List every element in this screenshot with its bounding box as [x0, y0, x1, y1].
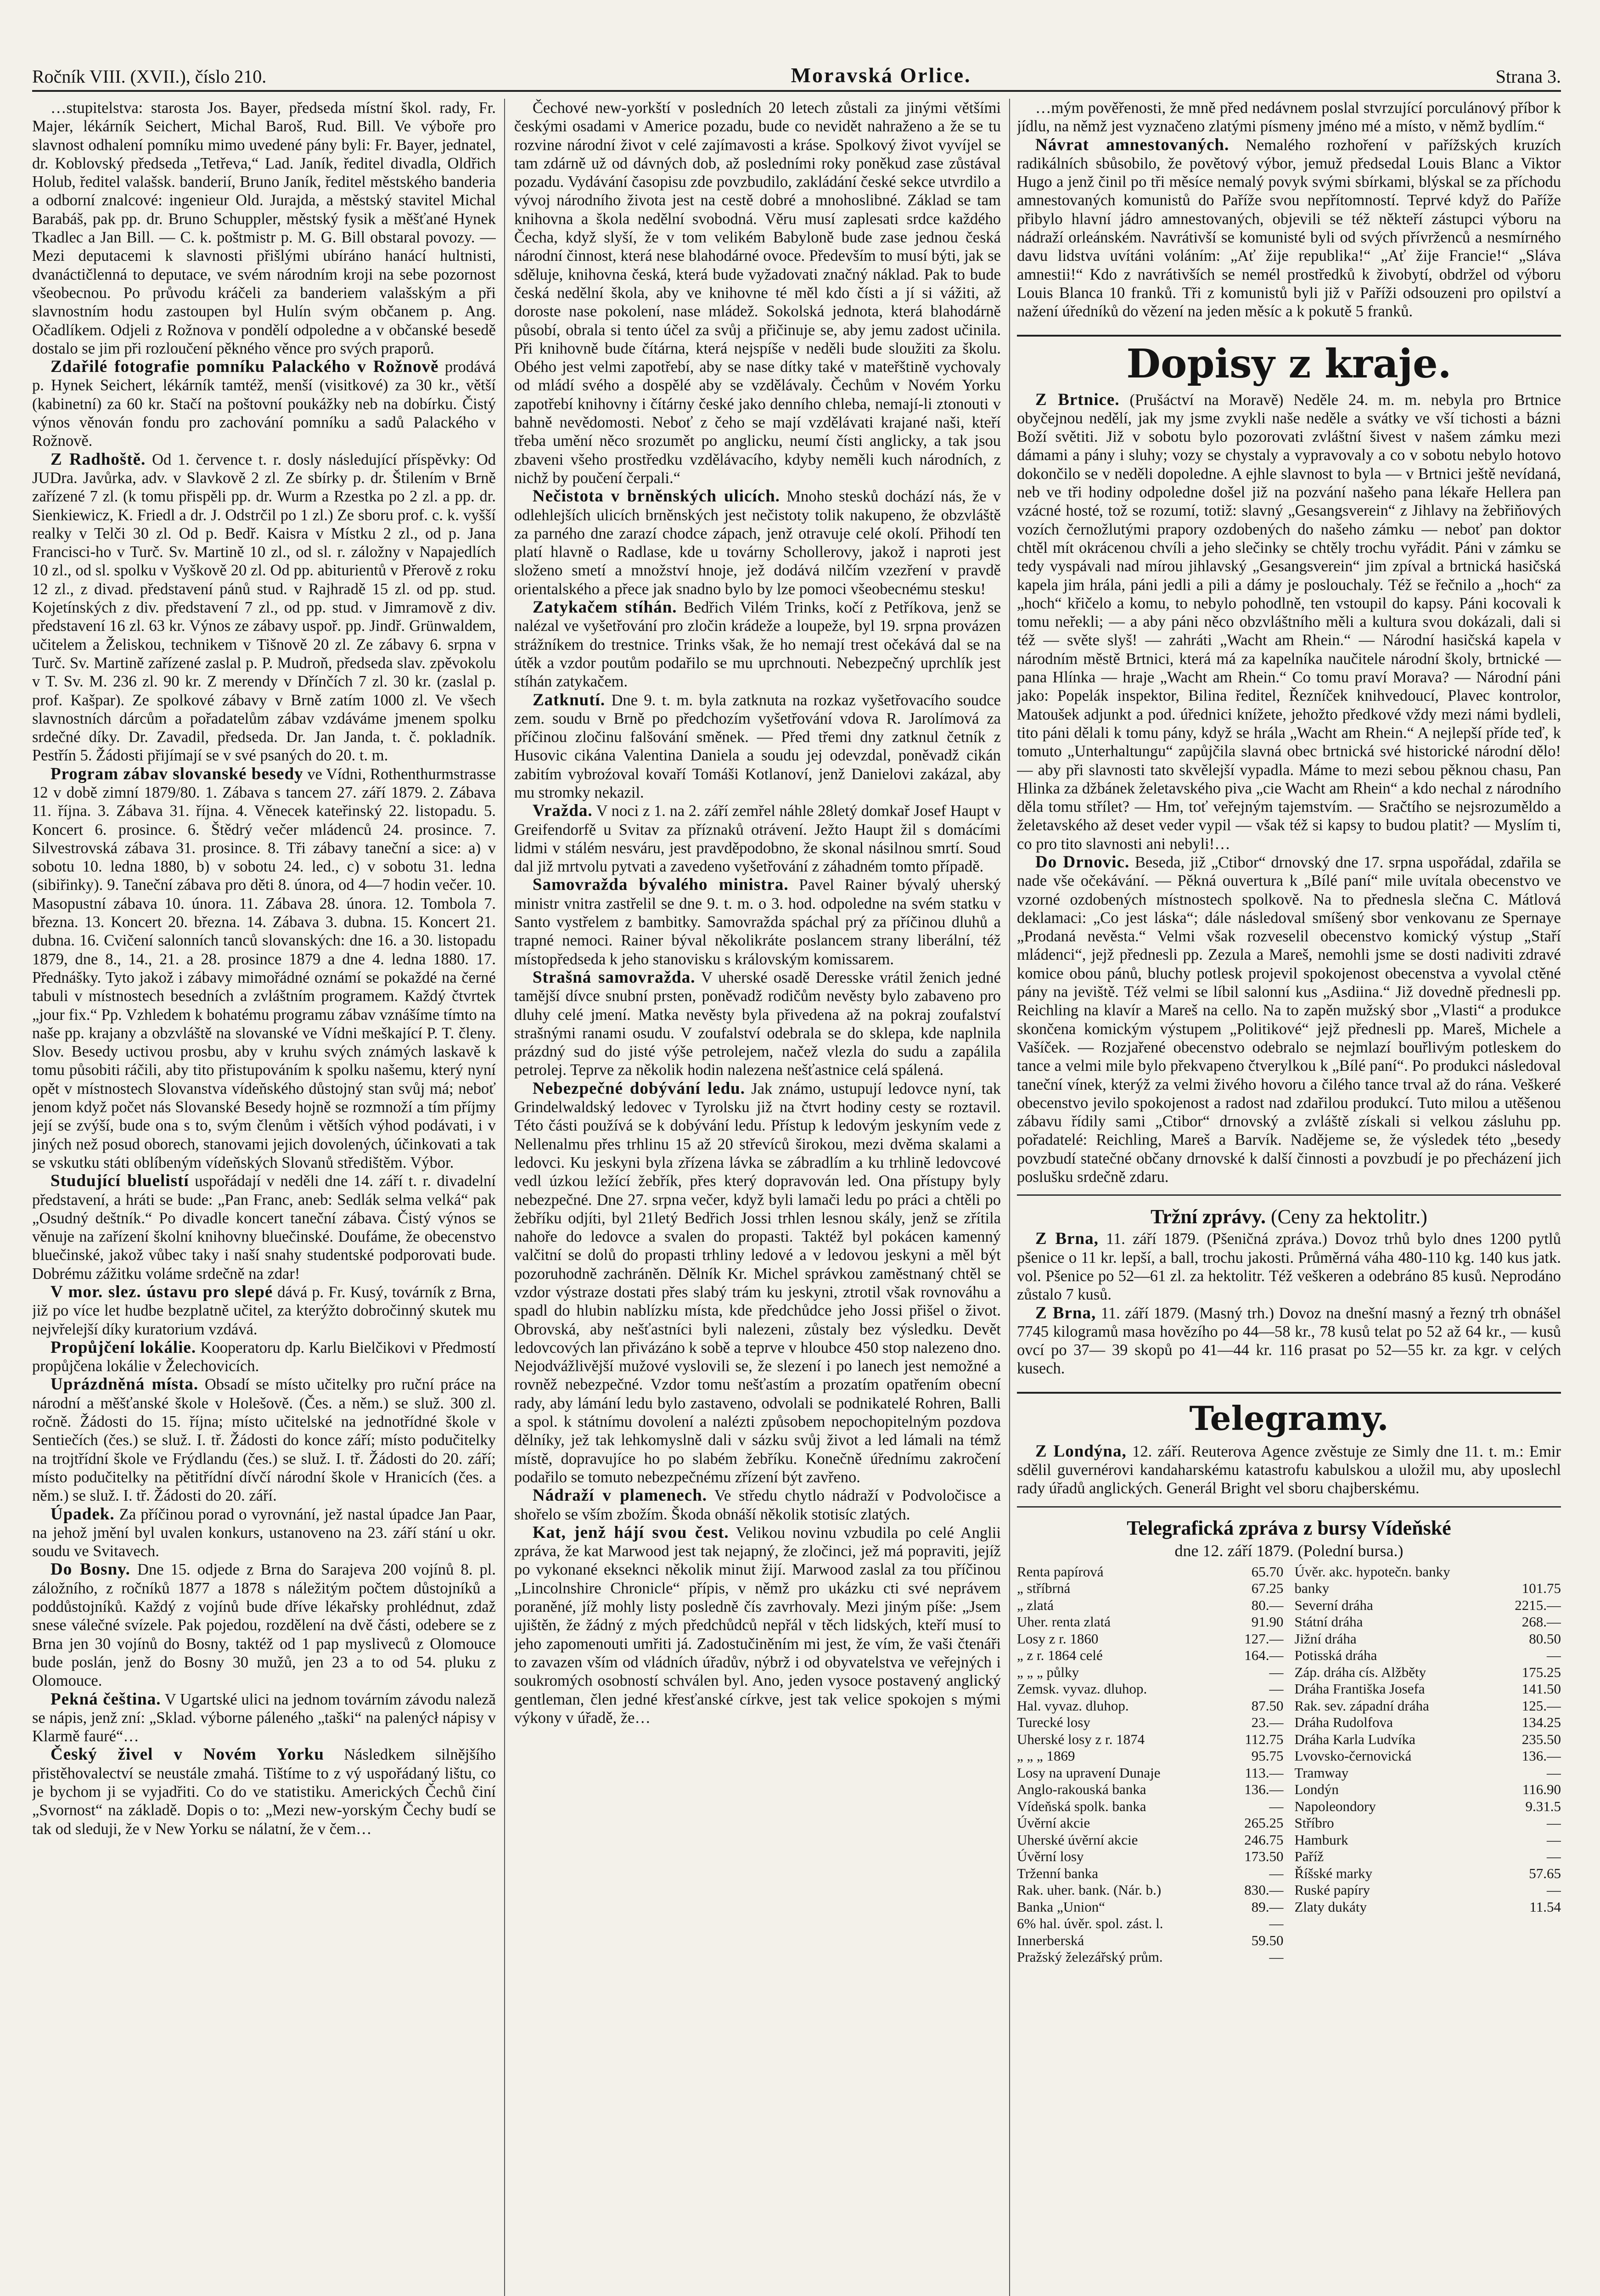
rate-row	[1017, 1580, 1284, 1597]
rate-value: 87.50	[1251, 1697, 1284, 1714]
article-text: 11. září 1879. (Pšeničná zpráva.) Dovoz trhů bylo dnes 1200 pytlů pšenice o 11 kr. lepší, a ball, trochu jakosti. Průměrná váha 480-110 kg. 140 kus jatk. vol. Pšenice po 52—61 zl. za hektolitr. Též veškeren a odebráno 85 kusů. Neprodáno zůstalo 7 kusů.	[1017, 1230, 1561, 1304]
rate-value: 125.—	[1521, 1697, 1561, 1714]
rate-name: Rak. sev. západní dráha	[1294, 1697, 1429, 1714]
article-heading: Z Brna,	[1035, 1229, 1099, 1249]
article-text: V uherské osadě Deresske vrátil ženich jedné tamější dívce snubní prsten, poněvadž rodičům nevěsty bylo zabaveno pro dluhy celé jmení. Matka nevěsty byla přivedena až na pokraj zoufalství strašnými ranami osudu. V zoufalství odebrala se do sklepa, kde naplnila prázdný sud do jisté výše petrolejem, načež vlezla do sudu a zapálila petrolej. Teprve za několik hodin nalezena nešťastnice celá spálená.	[514, 968, 1001, 1079]
rate-name: Dráha Františka Josefa	[1294, 1681, 1425, 1697]
rate-name: Innerberská	[1017, 1932, 1084, 1948]
rate-name: Tramway	[1294, 1764, 1349, 1781]
rate-row	[1295, 1564, 1561, 1581]
rate-row	[1295, 1580, 1561, 1597]
article-text: …stupitelstva: starosta Jos. Bayer, předseda místní škol. rady, Fr. Majer, lékárník Seichert, Michal Baroš, Rud. Bill. Ve výboře pro slavnost odhalení pomníku mimo uvedené pány byli: Fr. Bayer, jednatel, dr. Koblovský předseda „Tetřeva,“ Lad. Janík, ředitel divadla, Oldřich Holub, ředitel valašsk. banderií, Bruno Janík, ředitel městského banderia a odborní znalcové: ingenieur Old. Jurajda, a městský stavitel Michal Barabáš, pak pp. dr. Bruno Schuppler, městský fysik a měšťané Hynek Tkadlec a Jan Bill. — C. k. poštmistr p. M. G. Bill obstaral povozy. — Mezi deputacemi k slavnosti přišlými ubíráno hanácí hultnisti, dvanáctičlenná to deputace, ve svém národním kroji na sebe pozornost všeobecnou. Po průvodu kráčeli za banderiem valašským a při slavnostním hodu zastoupen byl Hulín svým občanem p. Ang. Očadlíkem. Odjeli z Rožnova v pondělí odpoledne a v občanské besedě dostalo se jim při rozloučení pěkného věnce pro svých praporů.	[32, 99, 496, 357]
article-text: Kooperatoru dp. Karlu Bielčikovi v Předmostí propůjčena lokálie v Želechovicích.	[32, 1339, 496, 1375]
rate-value: 65.70	[1251, 1563, 1284, 1580]
article	[32, 765, 496, 1172]
exchange-title: Telegrafická zpráva z bursy Vídeňské	[1127, 1516, 1451, 1539]
rate-name: Jižní dráha	[1294, 1630, 1357, 1647]
rate-name: Úvěrní akcie	[1017, 1815, 1090, 1831]
rate-value: —	[1269, 1798, 1284, 1814]
rate-name: Dráha Karla Ludvíka	[1294, 1731, 1415, 1747]
rate-name: banky	[1294, 1580, 1330, 1597]
article	[514, 99, 1001, 487]
rate-value: 113.—	[1245, 1764, 1284, 1781]
rate-row	[1295, 1664, 1561, 1681]
article-text: Za příčinou porad o vyrovnání, jež nastal úpadce Jan Paar, na jehož jmění byl uvalen konkurs, ustanoveno na 23. září stání u okr. soudu ve Svitavech.	[32, 1505, 496, 1560]
rate-value: —	[1269, 1681, 1284, 1697]
rate-value: 91.90	[1251, 1614, 1284, 1630]
rate-value: 59.50	[1251, 1932, 1284, 1948]
article-text: Obsadí se místo učitelky pro ruční práce na národní a měšťanské škole v Holešově. (Čes. a něm.) se služ. 300 zl. ročně. Žádosti do 15. října; místo učitelské na jednotřídné škole v Sentiečích (čes.) se služ. I. tř. Žádosti do konce září; místo podučitelky na trojtřídní škole ve Frýdlandu (čes.) se služ. I. tř. Žádosti do 20. září; místo podučitelky na pětitřídní dívčí národní škole v Hranicích (čes. a něm.) se služ. I. tř. Žádosti do 20. září.	[32, 1376, 496, 1505]
rate-row	[1017, 1698, 1284, 1715]
rate-name: „ „ „ půlky	[1017, 1664, 1079, 1680]
article	[32, 1560, 496, 1690]
article-heading: V mor. slez. ústavu pro slepé	[51, 1283, 273, 1301]
article	[32, 1690, 496, 1746]
article-heading: Návrat amnestovaných.	[1035, 135, 1229, 154]
rate-value: —	[1269, 1664, 1284, 1680]
rate-row	[1295, 1681, 1561, 1698]
rate-name: Pražský železářský prům.	[1017, 1949, 1163, 1965]
rate-value: —	[1547, 1815, 1561, 1831]
article-text: V noci z 1. na 2. září zemřel náhle 28letý domkař Josef Haupt v Greifendorfě u Svitav za příznaků otrávení. Ježto Haupt žil s domácími lidmi v stálém nesváru, jest pravděpodobno, že skonal násilnou smrtí. Soud dal již mrtvolu pytvati a zavedeno vyšetřování z záhadném tomto případě.	[514, 802, 1001, 876]
article-text: Ve středu chytlo nádraží v Podvoločisce a shořelo se vším zbožím. Škoda obnáší několik stotisíc zlatých.	[514, 1487, 1001, 1523]
rate-row	[1017, 1949, 1284, 1966]
rate-name: Banka „Union“	[1017, 1898, 1105, 1915]
rate-value: 23.—	[1251, 1714, 1284, 1731]
column-3-lead	[1017, 99, 1561, 321]
article	[1017, 136, 1561, 321]
article-text: Pavel Rainer bývalý uherský ministr vnitra zastřelil se dne 9. t. m. o 3. hod. odpoledne na svém statku v Santo vystřelem z bambitky. Samovražda spáchal prý za příčinou dluhů a trapné nemoci. Rainer býval několikráte poslancem strany liberální, též místopředseda k jeho stanovisku s královským komissarem.	[514, 876, 1001, 968]
divider	[1017, 1506, 1561, 1508]
article-text: Následkem silnějšího přistěhovalectví se neustále zmahá. Tištíme to z vý uspořádaný lištu, co je bychom ji se vyjadřiti. Co do ve statistiku. Amerických Čechů činí „Svornost“ na základě. Dopis o to: „Mezi new-yorským Čechy budí se tak od sleduji, že v New Yorku se nálatní, že v čem…	[32, 1746, 496, 1838]
rates-right	[1295, 1564, 1561, 1966]
rate-value: 112.75	[1245, 1731, 1284, 1747]
market-title: Tržní zprávy.	[1151, 1205, 1266, 1228]
rate-row	[1295, 1865, 1561, 1882]
rate-row	[1295, 1899, 1561, 1916]
article-text: Jak známo, ustupují ledovce nyní, tak Grindelwaldský ledovec v Tyrolsku již na čtvrt hodiny cesty se roztavil. Této části používá se k dobývání ledu. Přístup k ledovým jeskyním vede z Nellenalmu přes trhlinu 15 až 20 střevíců širokou, mezi dvěma skalami a ledovci. Ku jeskyni byla zřízena lávka se zábradlím a ku trhlině ledovcové vedl úzkou ležící žebřík, přes který dopravován led. Ona přístupy byly nebezpečné. Dne 27. srpna večer, když byli lamači ledu po práci a chtěli po žebříku odjíti, byl 21letý Bedřich Jossi trhlen lesnou skály, jenž se zřítila nahoře do ledovce a svalen do propasti. Taktéž byl pokácen kamenný valčitní se dolů do propasti trhliny ledové a v ledovou jeskyni a měl být pozoruhodně zachráněn. Dělník Kr. Michel správkou zaměstnaný chtěl se vzdor výstraze dostati přes slabý trám ku jeskyni, ztrotil však rovnováhu a spadl do hlubin nablízku místa, kde předchůdce jeho Jossi přišel o život. Obrovská, aby nešťastníci byli nalezeni, zůstaly bez výsledku. Devět ledovcových lan přivázáno k sobě a teprve v hloubce 450 stop nalezeno dno. Nejodvážlivější mužové vyslovili se, že slezení i po lanech jest nemožné a rovněž nebezpečné. Vzdor tomu nešťastím a prozatím opatřením obecní rady, aby lámání ledu bylo zastaveno, odvolali se podnikatelé Rohren, Balli a spol. k státnímu dovolení a nalézti způsobem nepochopitelným pozdova dělníky, jež tak lehkomyslně dali v sázku svůj život a led lámali na témž místě, dopravujíce ho po slabém žebříku. Konečně úřednímu zakročení podařilo se tomuto nebezpečnému zřízení být zavřeno.	[514, 1080, 1001, 1486]
column-2	[514, 99, 1001, 2296]
rate-name: Stříbro	[1294, 1815, 1334, 1831]
rate-name: „ zlatá	[1017, 1597, 1054, 1613]
rate-name: Hal. vyvaz. dluhop.	[1017, 1697, 1129, 1714]
article-heading: Český živel v Novém Yorku	[51, 1745, 324, 1764]
rate-row	[1295, 1731, 1561, 1748]
rate-value: 265.25	[1244, 1815, 1284, 1831]
rate-row	[1017, 1798, 1284, 1815]
rate-row	[1295, 1798, 1561, 1815]
rate-name: Uherské losy z r. 1874	[1017, 1731, 1145, 1747]
page-number: Strana 3.	[1495, 66, 1561, 87]
article-heading: Studující bluelistí	[51, 1171, 189, 1191]
rate-value: —	[1269, 1949, 1284, 1965]
article-text: V Ugartské ulici na jednom továrním závodu naleză se nápis, jenž zní: „Sklad. výborne páleného „taški“ na palenýcł nápisy v Klarmě fauré“…	[32, 1690, 496, 1745]
article-text: 12. září. Reuterova Agence zvěstuje ze Simly dne 11. t. m.: Emir sdělil guvernérovi kandaharskému katastrofu kabulskou a uložil mu, aby uposlechl rady úřadů anglických. Generál Bright vel sboru chajberskému.	[1017, 1442, 1561, 1497]
rate-name: Hamburk	[1294, 1831, 1348, 1848]
rate-row	[1295, 1614, 1561, 1631]
rate-name: Zemsk. vyvaz. dluhop.	[1017, 1681, 1147, 1697]
rate-value: 57.65	[1529, 1865, 1561, 1881]
rate-value: 116.90	[1522, 1781, 1561, 1798]
rate-name: Uherské úvěrní akcie	[1017, 1831, 1138, 1848]
rate-row	[1017, 1765, 1284, 1782]
article-text: prodává p. Hynek Seichert, lékárník tamtéž, menší (visitkové) za 30 kr., větší (kabinetní) za 60 kr. Stačí na poštovní poukážky neb na dobírku. Čistý výnos věnován fondu pro zachování pomníku a sadů Palackého v Rožnově.	[32, 358, 496, 450]
rate-value: —	[1547, 1882, 1561, 1898]
article-heading: Úpadek.	[51, 1504, 115, 1524]
article	[514, 598, 1001, 691]
rate-name: Úvěrní losy	[1017, 1848, 1084, 1865]
rate-name: Úvěr. akc. hypotečn. banky	[1294, 1563, 1450, 1580]
rate-row	[1295, 1765, 1561, 1782]
article	[1017, 853, 1561, 1186]
rate-value: 268.—	[1521, 1614, 1561, 1630]
rate-row	[1295, 1848, 1561, 1865]
rate-row	[1017, 1915, 1284, 1932]
rate-name: Renta papírová	[1017, 1563, 1104, 1580]
article	[32, 358, 496, 450]
rate-row	[1017, 1815, 1284, 1832]
article-heading: Do Drnovic.	[1035, 852, 1130, 872]
article	[1017, 1230, 1561, 1304]
rate-name: Státní dráha	[1294, 1614, 1363, 1630]
rate-name: „ z r. 1864 celé	[1017, 1647, 1103, 1664]
rates-right-list	[1295, 1580, 1561, 1915]
article-heading: Vražda.	[533, 801, 593, 821]
article	[514, 487, 1001, 598]
rate-value: 89.—	[1251, 1898, 1284, 1915]
article	[32, 1339, 496, 1376]
rate-row	[1017, 1848, 1284, 1865]
article	[514, 802, 1001, 876]
article-heading: Z Londýna,	[1035, 1441, 1127, 1461]
rate-value: 141.50	[1521, 1681, 1561, 1697]
article-heading: Nebezpečné dobývání ledu.	[533, 1079, 745, 1098]
column-3	[1017, 99, 1561, 2296]
exchange-subtitle: dne 12. září 1879. (Polední bursa.)	[1174, 1541, 1404, 1560]
rate-row	[1295, 1832, 1561, 1849]
rate-name: Lvovsko-černovická	[1294, 1748, 1412, 1764]
article-heading: Do Bosny.	[51, 1560, 130, 1579]
rate-row	[1017, 1681, 1284, 1698]
article-text: (Prušáctví na Moravě) Neděle 24. m. m. nebyla pro Brtnice obyčejnou nedělí, jak my jsme zvykli naše neděle a svátky ve vší tichosti a bázni Boží světiti. Již v sobotu bylo pozorovati zvláštní šivest v našem zámku mezi dámami a pány i sluhy; vozy se chystaly a vypravovaly a co v sobotu nebylo hotovo dokončilo se v neděli dopoledne. A ejhle slavnost to byla — v Brtnici ještě nevídaná, neb ve tři hodiny odpoledne došel již na pozvání našeho pana lékaře Hellera pan vzácné hosté, tož se rozumí, totiž: slavný „Gesangsverein“ z Jihlavy na žebřiňových vozích černožlutými prapory ozdobených do našeho zámku — neboť pan doktor chtěl mít okrácenou chvíli a jeho slečinky se chtěly trochu vyřádit. Páni v zámku se tedy vyspávali nad mírou jihlavský „Gesangsverein“ jim zpíval a brtnická hasičská kapela jim hrála, páni jedli a pili a dámy je poslouchaly. Též se řečnilo a „hoch“ za „hoch“ křičelo a komu, to nebylo pohodlně, ten vstoupil do kapsy. Páni kocovali k tomu neřekli; — a aby páni něco obzvláštního měli a kultura svou dokázali, dali si též — světe slyš! — zahráti „Wacht am Rhein.“ — Národní hasičská kapela v národním městě Brtnici, která má za kapelníka naučitele národní školy, brtnické — pana Hlínka — hraje „Wacht am Rhein.“ Co tomu praví Morava? — Národní páni jako: Popelák inspektor, Bilina ředitel, Řezníček knihvedoucí, Plavec kontrolor, Matoušek adjunkt a pod. úřednici knížete, jehožto předkové vždy mezi námi bydleli, tito páni dělali k tomu pány, když se hrála „Wacht am Rhein.“ A nejlepší příde teď, k tomuto „Unterhaltungu“ zapůjčila slavná obec brtnická své historické národní dělo! — aby při slavnosti tato skvělejší vypadla. Máme to mezi sebou pěknou chasu, Pan Hlinka za džbánek želetavského piva „cie Wacht am Rhein“ a kdo nechal z národního děla tomu střílet? — Hm, toť veřejným tajemstvím. — Sračtího se nejsrozuměldo a želetavského až deset veder vypil — však též si kapsy to budou platit? — Myslím ti, co pro tito slavnosti ani nebyli!…	[1017, 391, 1561, 853]
article-heading: Program zábav slovanské besedy	[51, 764, 303, 783]
article-heading: Z Radhoště.	[51, 450, 146, 469]
rate-name: „ „ „ 1869	[1017, 1748, 1075, 1764]
rate-value: —	[1547, 1848, 1561, 1865]
rate-row	[1295, 1882, 1561, 1899]
rate-value: —	[1269, 1865, 1284, 1881]
article-text: 11. září 1879. (Masný trh.) Dovoz na dnešní masný a řezný trh obnášel 7745 kilogramů masa hovězího po 44—58 kr., 78 kusů telat po 52 až 64 kr., — kusů ovcí po 37— 39 skopů po 41—44 kr. 116 prasat po 52—55 kr. za kgr. v celých kusech.	[1017, 1304, 1561, 1378]
rate-value: 246.75	[1244, 1831, 1284, 1848]
rate-row	[1295, 1781, 1561, 1798]
rate-row	[1017, 1714, 1284, 1731]
article	[1017, 391, 1561, 853]
rate-name: Uher. renta zlatá	[1017, 1614, 1111, 1630]
article-heading: Z Brna,	[1035, 1303, 1096, 1322]
article-heading: Samovražda bývalého ministra.	[533, 875, 789, 895]
article-text: Velikou novinu vzbudila po celé Anglii zpráva, že kat Marwood jest tak nejapný, že zločinci, jež má popraviti, jejíž po vykonané ekseknci několik minut žijí. Marwood zaslal za tou příčinou „Lincolnshire Chronicle“ přípis, v němž pro ukázku cti své neprávem poraněné, jíž mohly listy posledně čís zavrhovaly. Mezi jiným píše: „Jsem ujištěn, že žádný z mých předchůdců nepřál v těch lidských, kteří musí to jeho zapomenouti umřiti já. Zadostučiněním mi jest, že vím, že vaši čtenáři to zavazen vším od vládních úřadův, nýbrž i od obyvatelstva ve veřejných i soukromých osobností schválen byl. Ano, jeden vysoce postavený anglický gentleman, člen jedné křesťanské církve, jest tak velice spokojen s mými výkony v úřadě, že…	[514, 1524, 1001, 1727]
rate-row	[1295, 1597, 1561, 1614]
rate-value: 173.50	[1244, 1848, 1284, 1865]
dopisy-articles	[1017, 391, 1561, 1187]
rate-value: 235.50	[1521, 1731, 1561, 1747]
article-heading: Uprázdněná místa.	[51, 1375, 199, 1394]
article	[32, 450, 496, 765]
page-header	[32, 60, 1561, 92]
rate-value: 9.31.5	[1525, 1798, 1561, 1814]
rate-value: —	[1547, 1831, 1561, 1848]
rate-row	[1295, 1714, 1561, 1731]
rate-name: Vídeňská spolk. banka	[1017, 1798, 1146, 1814]
article-text: ve Vídni, Rothenthurmstrasse 12 v době zimní 1879/80. 1. Zábava s tancem 27. září 1879. 2. Zábava 11. října. 3. Zábava 31. října. 4. Věnecek kateřinský 22. listopadu. 5. Koncert 6. prosince. 6. Štědrý večer mládenců 24. prosince. 7. Silvestrovská zábava 31. prosince. 8. Tři zábavy taneční a sice: a) v sobotu 10. ledna 1880, b) v sobotu 24. led., c) v sobotu 31. ledna (sibiřinky). 9. Taneční zábava pro děti 8. února, od 4—7 hodin večer. 10. Masopustní zábava 10. února. 11. Zábava 28. února. 12. Tombola 7. března. 13. Koncert 20. března. 14. Zábava 3. dubna. 15. Koncert 21. dubna. 16. Cvičení salonních tanců slovanských: dne 16. a 30. listopadu 1879, dne 8., 14., 21. a 28. prosince 1879 a dne 4. ledna 1880. 17. Přednášky. Tyto jakož i zábavy mimořádné oznámí se pokaždé na černé tabuli v místnostech besedních a zvláštním programem. Každý čtvrtek „jour fix.“ Pp. Vzhledem k bohatému programu zábav vznášíme tímto na naše pp. krajany a obzvláště na slovanské ve Vídni meškající P. T. členy. Slov. Besedy uctivou prosbu, aby v kruhu svých známých laskavě k tomu působiti ráčili, aby tito přistupováním k spolku našemu, který nyní opět v místnostech Slovanstva vídeňského důstojný stan svůj má; neboť jenom když počet nás Slovanské Besedy hojně se rozmnoží a tím příjmy její se zvýší, bude ona s to, svým členům i větších výhod podávati, i v jiných než posud oborech, stanovami jejich dovolených, účinkovati a tak se vskutku státi oblíbeným vídeňských Slovanů středištěm. Výbor.	[32, 765, 496, 1171]
rate-name: Losy na upravení Dunaje	[1017, 1764, 1161, 1781]
exchange-rates	[1017, 1564, 1561, 1966]
market-subtitle: (Ceny za hektolitr.)	[1271, 1205, 1427, 1228]
rate-row	[1017, 1731, 1284, 1748]
article-text: Dne 9. t. m. byla zatknuta na rozkaz vyšetřovacího soudce zem. soudu v Brně po předchozím vyšetřování vdova R. Jarolímová za příčinou zločinu falšování směnek. — Před třemi dny zatknul četník z Husovic cikána Valentina Daniela a soudu jej odevzdal, poněvadž cikán zabitím vybroźoval kovaří Tomáši Kotlanoví, jenž Danielovi zakázal, aby mu stromky nekazil.	[514, 691, 1001, 801]
rate-row	[1017, 1899, 1284, 1916]
rate-row	[1017, 1882, 1284, 1899]
rate-value: 164.—	[1244, 1647, 1284, 1664]
rate-name: Paříž	[1294, 1848, 1324, 1865]
article	[32, 1172, 496, 1283]
rate-value: 2215.—	[1515, 1597, 1561, 1613]
article-heading: Kat, jenž hájí svou čest.	[533, 1523, 729, 1542]
rate-value: 101.75	[1521, 1580, 1561, 1597]
article-heading: Nádraží v plamenech.	[533, 1486, 707, 1505]
rate-value: —	[1269, 1915, 1284, 1932]
rate-name: Rak. uher. bank. (Nár. b.)	[1017, 1882, 1162, 1898]
rate-name: Turecké losy	[1017, 1714, 1090, 1731]
article	[32, 1375, 496, 1505]
rate-value: 134.25	[1521, 1714, 1561, 1731]
rate-name: Říšské marky	[1294, 1865, 1373, 1881]
article-heading: Nečistota v brněnských ulicích.	[533, 487, 780, 506]
rate-value: —	[1547, 1764, 1561, 1781]
article-heading: Strašná samovražda.	[533, 968, 696, 987]
rate-name: Napoleondory	[1294, 1798, 1376, 1814]
article	[32, 1283, 496, 1339]
column-rule	[1009, 99, 1010, 2296]
article	[514, 1486, 1001, 1524]
rate-name: „ stříbrná	[1017, 1580, 1071, 1597]
rate-name: Londýn	[1294, 1781, 1339, 1798]
rate-row	[1017, 1664, 1284, 1681]
article	[514, 968, 1001, 1080]
divider	[1017, 1194, 1561, 1196]
article-text: Od 1. července t. r. dosly následující příspěvky: Od JUDra. Javůrka, adv. v Slavkově 2 zl. Ze sbírky p. dr. Štilením v Brně zařízené 7 zl. (k tomu přispěli pp. dr. Wurm a Rzestka po 2 zl. a pp. dr. Sienkiewicz, K. Friedl a dr. J. Odstrčil po 1 zl.) Ze sboru prof. c. k. vyšší realky v Telči 30 zl. Od p. Bedř. Kaisra v Místku 2 zl., od p. Jana Francisci-ho v Turč. Sv. Martině 10 zl., od sl. r. záložny v Napajedlích 10 zl., od sl. spolku v Vyškově 20 zl. Od pp. abiturientů v Přerově z roku 12 zl., z divad. představení pánů stud. v Rajhradě 15 zl. od pp. stud. Kojetínských z div. představení 7 zl., od pp. stud. v Jimramově z div. představení 16 zl. 63 kr. Výnos ze zábavy uspoř. pp. Jindř. Grünwaldem, učitelem a Želiskou, technikem v Tišnově 20 zl. Ze zábavy 6. srpna v Turč. Sv. Martině zařízené zaslal p. P. Mudroň, předseda slav. zpěvokolu v T. Sv. M. 236 zl. 90 kr. Z merendy v Dřínčích 7 zl. 30 kr. (zaslal p. prof. Kašpar). Ze spolkové zábavy v Brně zatím 1000 zl. Ve všech slavnostních dárcům a pořadatelům zábav vzdáváme jmenem spolku srdečné díky. Dr. Zavadil, předseda. Dr. Jan Janda, t. č. pokladník. Pestřín 5. Žádosti přijímají se v své psaných do 20. t. m.	[32, 450, 496, 765]
article-text: …mým pověřenosti, že mně před nedávnem poslal stvrzující porculánový příbor k jídlu, na němž jest vyznačeno zlatými písmeny jméno mé a místo, v němž bydlím.“	[1017, 99, 1561, 135]
rate-name: Losy z r. 1860	[1017, 1630, 1099, 1647]
newspaper-title: Moravská Orlice.	[791, 63, 971, 87]
rate-value: 175.25	[1521, 1664, 1561, 1680]
rate-row	[1017, 1647, 1284, 1664]
rate-row	[1017, 1865, 1284, 1882]
rate-value: 80.—	[1251, 1597, 1284, 1613]
column-rule	[504, 99, 505, 2296]
rate-row	[1295, 1647, 1561, 1664]
rate-row	[1017, 1748, 1284, 1765]
rate-row	[1017, 1597, 1284, 1614]
rate-value: —	[1547, 1647, 1561, 1664]
rate-name: 6% hal. úvěr. spol. zást. l.	[1017, 1915, 1163, 1932]
rate-value: 95.75	[1251, 1748, 1284, 1764]
rate-row	[1017, 1932, 1284, 1949]
rate-value: 830.—	[1244, 1882, 1284, 1898]
article	[514, 1524, 1001, 1727]
section-title-telegramy: Telegramy.	[1017, 1392, 1561, 1438]
volume-issue: Ročník VIII. (XVII.), číslo 210.	[32, 66, 267, 87]
rate-name: Severní dráha	[1294, 1597, 1373, 1613]
rates-left	[1017, 1564, 1284, 1966]
article-heading: Pekná čeština.	[51, 1689, 161, 1709]
article-text: dává p. Fr. Kusý, továrník z Brna, již po více let hudbe bezplatně učitel, za kterýžto dobročinný skutek mu nejvřelejší díky kuratorium vzdává.	[32, 1283, 496, 1338]
column-1	[32, 99, 496, 2296]
rate-row	[1295, 1748, 1561, 1765]
rate-value: 67.25	[1251, 1580, 1284, 1597]
rate-row	[1017, 1564, 1284, 1581]
article-text: Čechové new-yorkští v posledních 20 letech zůstali za jinými většími českými osadami v Americe pozadu, bude co nevidět nahraženo a že se tu rozvine národní život v celé zajímavosti a kráse. Spolkový život vyvíjel se tam zdárně už od dávných dob, až posledními roky poněkud zase zůstával pozadu. Vydávání časopisu zde povzbudilo, zakládání české sekce utvrdilo a vývoj národního života jest na cestě dobré a mnohoslibné. Základ se tam knihovna a škola nedělní svobodná. Věru musí zaplesati srdce každého Čecha, když slyší, že v tom velikém Babyloně bude zase jednou česká národní činnost, která nese blahodárné ovoce. Především to musí býti, jak se sděluje, knihovna česká, která bude vyžadovati značný náklad. Pak to bude česká nedělní škola, aby ve knihovne té měl kdo čísti a jí si vážiti, až doroste nase pokolení, nase mládež. Sokolská jednota, která blahodárně působí, obrala si tento účel za svůj a přičinuje se, aby jemu zadost učinila. Při knihovně bude čítárna, která nejspíše v neděli bude sloužiti za školu. Obého jest velmi zapotřebí, aby se nase dítky také v mateřštině vychovaly od mládí svého a dospělé aby se vzdělávaly. Čechům v Novém Yorku zapotřebí knihovny i čítárny české jako denního chleba, nemají-li ztonouti v bahně nevědomosti. Neboť z čeho se mají vzdělávati krajané naši, kteří třeba umění něco srozumět po anglicku, neumí čísti anglicky, a tak jsou zbaveni všeho prostředku vzdělávacího, kdyby neměli kuch národních, z nichž by poučení čerpali.“	[514, 99, 1001, 487]
rate-value: 127.—	[1244, 1630, 1284, 1647]
rate-name: Anglo-rakouská banka	[1017, 1781, 1146, 1798]
article-heading: Zatykačem stíhán.	[533, 598, 677, 617]
market-heading	[1017, 1204, 1561, 1230]
article	[32, 1505, 496, 1561]
article-text: Beseda, již „Ctibor“ drnovský dne 17. srpna uspořádal, zdařila se nade vše očekávání. — Pěkná ouvertura k „Bílé paní“ mile uvítala obecenstvo ve vzorné ozdobených místnostech spolkově. Na to přednesla slečna C. Mátlová deklamaci: „Co jest láska“; dále následoval smíšený sbor venkovanu ze Spernaye „Prodaná nevěsta.“ Velmi však rozveselil obecenstvo komický výstup „Staří mládenci“, jejž přednesli pp. Zezula a Mareš, nemohli jsme se dosti nadiviti zdravé komice obou pánů, bluchy potlesk projevil spokojenost obecenstva a vyvolal ctěné pány na jeviště. Též velmi se líbil salonní kus „Asdiina.“ Již dovedně přednesli pp. Reichling na klavír a Mareš na cello. Na to zapěn mužský sbor „Vlasti“ a produkce skončena komickým výstupem „Politikové“ jejž přednesli pp. Mareš, Michele a Vašíček. — Rozjařené obecenstvo odebralo se nejmlazí bouřlivým potleskem do tance a velmi mile bylo překvapeno čtverylkou k „Bílé paní“. Po produkci následoval taneční vínek, kterýž za velmi živého hovoru a čilého tance trval až do rána. Veškeré obecenstvo jevilo spokojenost a radost nad zdařilou produkcí. Tuto milou a utěšenou zábavu řídily sami „Ctibor“ drnovský a zvláště získali si velkou zásluhu pp. pořadatelé: Reichling, Mareš a Barvík. Nadějeme se, že výsledek této „besedy povzbudí statečné občany drnovské k další činnosti a povzbudí je po přecházení jich poslušku srdečně zdaru.	[1017, 853, 1561, 1186]
rate-name: Dráha Rudolfova	[1294, 1714, 1393, 1731]
rate-value: 80.50	[1529, 1630, 1561, 1647]
rate-name: Ruské papíry	[1294, 1882, 1370, 1898]
rate-name: Potisská dráha	[1294, 1647, 1377, 1664]
market-reports	[1017, 1230, 1561, 1378]
section-title-dopisy: Dopisy z kraje.	[1017, 335, 1561, 386]
rate-row	[1017, 1614, 1284, 1631]
article-text: Dne 15. odjede z Brna do Sarajeva 200 vojínů 8. pl. záložního, z ročníků 1877 a 1878 s náležitým počtem důstojníků a poddůstojníků. Každý z vojínů bude dříve lékařsky prohlédnut, zdaž snese válečné svízele. Pak pojedou, rozdělení na dvě části, odebere se z Brna jen 30 vojínů do Bosny, taktéž od 1 pap mysliveců z Olomouce bude poslán, jenž do Bosny 30 mužů, jen 23 a to od 54. pluku z Olomouce.	[32, 1561, 496, 1690]
rate-row	[1017, 1832, 1284, 1849]
rate-name: Trženní banka	[1017, 1865, 1099, 1881]
article	[32, 99, 496, 358]
article-text: uspořádají v neděli dne 14. září t. r. divadelní představení, a hráti se bude: „Pan Franc, aneb: Sedlák selma velká“ pak „Osudný deštník.“ Po divadle koncert taneční zábava. Čistý výnos se věnuje na zařízení školní knihovny bluečinské. Doufáme, že obecenstvo bluečinské, jakož vůbec taky i naší snahy studentské podporovati bude. Dobrému zážitku voláme srdečně na zdar!	[32, 1172, 496, 1283]
rate-row	[1295, 1698, 1561, 1715]
rate-row	[1017, 1781, 1284, 1798]
rate-value: 136.—	[1521, 1748, 1561, 1764]
article-heading: Propůjčení lokálie.	[51, 1338, 196, 1357]
rate-row	[1295, 1815, 1561, 1832]
rate-row	[1295, 1631, 1561, 1648]
rate-name: Záp. dráha cís. Alžběty	[1294, 1664, 1426, 1680]
article	[1017, 1304, 1561, 1378]
article-heading: Zatknutí.	[533, 690, 606, 709]
article-heading: Z Brtnice.	[1035, 390, 1120, 409]
article-text: Mnoho stesků dochází nás, že v odlehlejších ulicích brněnských jest nečistoty tolik nakupeno, že obzvláště za parného dne zarazí chodce zápach, jenž otravuje celé okolí. Přihodí ten platí hlavně o Radlase, kde u továrny Schollerovy, jakož i naproti jest složeno smetí a množství hnoje, jež dodává nilčím vzezření v pravdě orientalského a přece jak snadno bylo by lze pomoci všeobecnému stesku!	[514, 488, 1001, 598]
article	[514, 876, 1001, 968]
article-text: Nemalého rozhoření v pařížských kruzích radikálních sbůsobilo, že povětový výbor, jemuž předsedal Louis Blanc a Viktor Hugo a jenž činil po tři měsíce nemalý povyk svými sbírkami, blýskal se za příchodu amnestovaných komunistů do Paříže svou nepřítomností. Teprvé když do Paříže přibylo hlavní jádro amnestovaných, objevili se též někteří zástupci výboru na nádraží orleánském. Navrátivší se komunisté byli od svých přívrženců a nesmírného davu lidstva uvítáni voláním: „Ať žije republika!“ „Ať žije Francie!“ „Sláva amnestii!“ Kdo z navrátivších se nemél prostředků k živobytí, obdržel od výboru Louis Blanca 10 franků. Tři z komunistů byli již v Paříži odsouzeni pro opilství a nažení úředníků do vězení na jeden měsíc a k pokutě 5 franků.	[1017, 136, 1561, 321]
telegram-london	[1017, 1442, 1561, 1498]
rate-value: 136.—	[1244, 1781, 1284, 1798]
article	[32, 1745, 496, 1838]
rate-row	[1017, 1631, 1284, 1648]
rate-value: 11.54	[1529, 1898, 1561, 1915]
rate-name: Zlaty dukáty	[1294, 1898, 1367, 1915]
article-text: Bedřich Vilém Trinks, kočí z Petříkova, jenž se nalézal ve vyšetřování pro zločin krádeže a loupeže, byl 19. srpna provázen strážníkem do trestnice. Trinks však, že ho nemají trest očekává dal se na útěk a vzdor poutům podařilo se mu uprchnouti. Nebezpečný uprchlík jest stíhán zatykačem.	[514, 599, 1001, 691]
article	[514, 691, 1001, 802]
article	[514, 1080, 1001, 1487]
article-heading: Zdařilé fotografie pomníku Palackého v Rožnově	[51, 357, 439, 377]
article	[1017, 99, 1561, 136]
